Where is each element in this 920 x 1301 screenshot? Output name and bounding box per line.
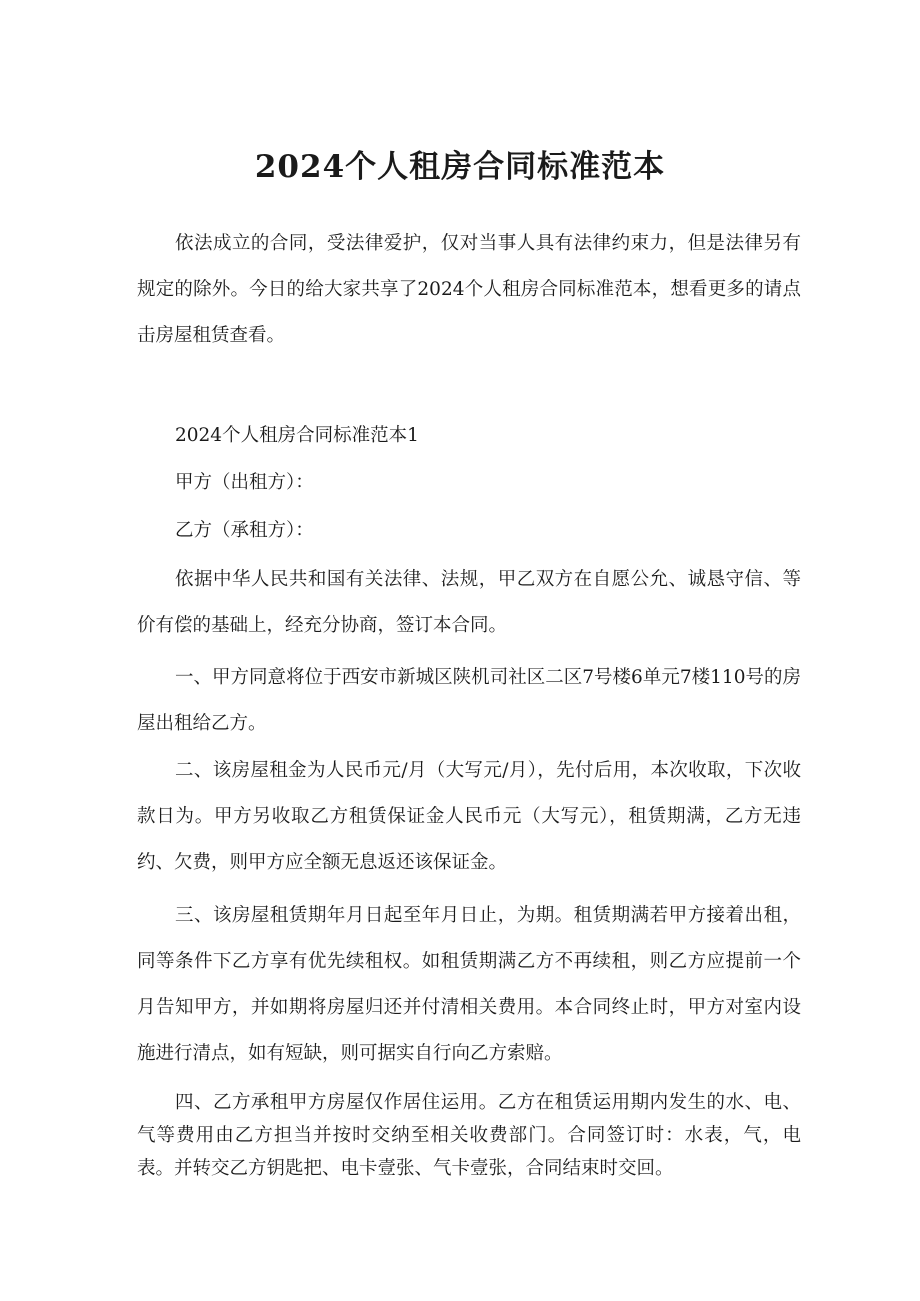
intro-paragraph: 依法成立的合同，受法律爱护，仅对当事人具有法律约束力，但是法律另有规定的除外。今日的给大家共享了2024个人租房合同标准范本，想看更多的请点击房屋租赁查看。 <box>137 233 801 346</box>
clause-4-paragraph: 四、乙方承租甲方房屋仅作居住运用。乙方在租赁运用期内发生的水、电、气等费用由乙方担当并按时交纳至相关收费部门。合同签订时：水表，气，电表。并转交乙方钥匙把、电卡壹张、气卡壹张，合同结束时交回。 <box>137 1092 801 1179</box>
document-title: 2024个人租房合同标准范本 <box>254 149 666 185</box>
basis-paragraph: 依据中华人民共和国有关法律、法规，甲乙双方在自愿公允、诚恳守信、等价有偿的基础上，经充分协商，签订本合同。 <box>137 569 801 636</box>
party-a-line: 甲方（出租方）： <box>175 472 314 493</box>
clause-1-paragraph: 一、甲方同意将位于西安市新城区陕机司社区二区7号楼6单元7楼110号的房屋出租给乙方。 <box>137 667 801 734</box>
party-b-line: 乙方（承租方）： <box>175 520 314 541</box>
clause-2-paragraph: 二、该房屋租金为人民币元/月（大写元/月），先付后用，本次收取，下次收款日为。甲方另收取乙方租赁保证金人民币元（大写元），租赁期满，乙方无违约、欠费，则甲方应全额无息返还该保证金。 <box>137 760 801 873</box>
clause-3-paragraph: 三、该房屋租赁期年月日起至年月日止，为期。租赁期满若甲方接着出租，同等条件下乙方享有优先续租权。如租赁期满乙方不再续租，则乙方应提前一个月告知甲方，并如期将房屋归还并付清相关费用。本合同终止时，甲方对室内设施进行清点，如有短缺，则可据实自行向乙方索赔。 <box>137 905 801 1064</box>
contract-subtitle: 2024个人租房合同标准范本1 <box>175 425 419 446</box>
